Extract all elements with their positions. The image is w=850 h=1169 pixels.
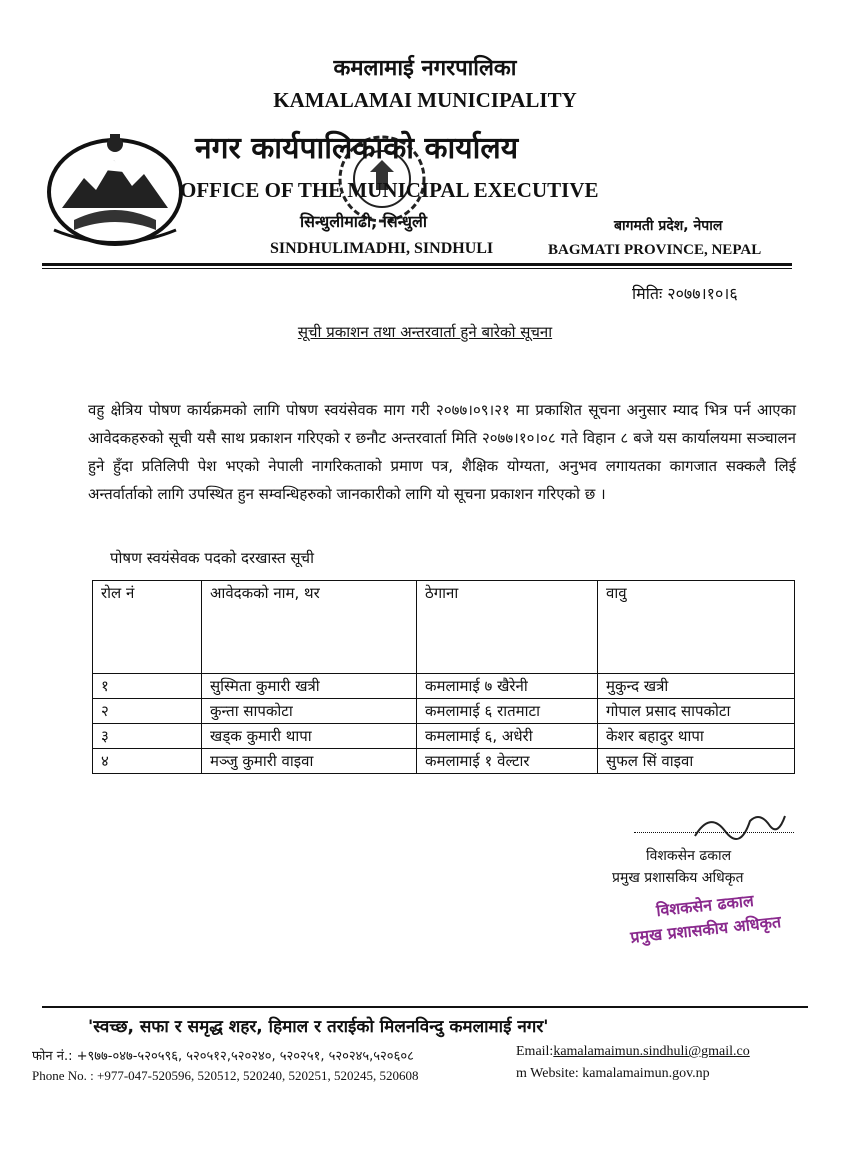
cell-applicant-name: सुस्मिता कुमारी खत्री: [202, 674, 417, 699]
cell-roll-no: २: [93, 699, 202, 724]
cell-roll-no: ४: [93, 749, 202, 774]
table-row: [93, 724, 795, 749]
cell-applicant-name: कुन्ता सापकोटा: [202, 699, 417, 724]
email-label: Email:: [516, 1044, 554, 1059]
footer-slogan: 'स्वच्छ, सफा र समृद्ध शहर, हिमाल र तराईको मिलनविन्दु कमलामाई नगर': [88, 1017, 549, 1037]
cell-father: गोपाल प्रसाद सापकोटा: [598, 699, 795, 724]
cell-father: सुफल सिं वाइवा: [598, 749, 795, 774]
table-header-row: [93, 581, 795, 674]
notice-subject-text: सूची प्रकाशन तथा अन्तरवार्ता हुने बारेको सूचना: [297, 323, 553, 341]
phone-numbers-np: फोन नं.: +९७७-०४७-५२०५९६, ५२०५१२,५२०२४०, ५२०२५१, ५२०२४५,५२०६०८: [32, 1049, 414, 1064]
email-link[interactable]: kamalamaimun.sindhuli@gmail.co: [553, 1044, 750, 1059]
cell-address: कमलामाई ६, अधेरी: [417, 724, 598, 749]
signature-scribble: [690, 806, 790, 846]
cell-address: कमलामाई ७ खैरेनी: [417, 674, 598, 699]
cell-applicant-name: मञ्जु कुमारी वाइवा: [202, 749, 417, 774]
signatory-title: प्रमुख प्रशासकिय अधिकृत: [612, 870, 744, 886]
footer-divider: [42, 1006, 808, 1008]
signature-line: [634, 832, 794, 833]
notice-body-paragraph: वहु क्षेत्रिय पोषण कार्यक्रमको लागि पोषण स्वयंसेवक माग गरी २०७७।०९।२१ मा प्रकाशित सूचना अनुसार म्याद भित्र पर्न आएका आवेदकहरुको सूची यसै साथ प्रकाशन गरिएको र छनौट अन्तरवार्ता मिति २०७७।१०।०८ गते विहान ८ बजे यस कार्यालयमा सञ्चालन हुने हुँदा प्रतिलिपी पेश भएको नेपाली नागरिकताको प्रमाण पत्र, शैक्षिक योग्यता, अनुभव लगायतका कागजात सक्कलै लिई अन्तर्वार्ताको लागि उपस्थित हुन सम्वन्धिहरुको जानकारीको लागि यो सूचना प्रकाशन गरिएको छ ।: [88, 401, 796, 503]
office-name-en: OFFICE OF THE MUNICIPAL EXECUTIVE: [180, 178, 599, 202]
address-np: सिन्धुलीमाढी, सिन्धुली: [300, 212, 427, 231]
nepal-emblem-icon: [44, 130, 186, 250]
table-row: [93, 699, 795, 724]
website-link[interactable]: kamalamaimun.gov.np: [582, 1066, 710, 1081]
notice-date: मितिः २०७७।१०।६: [632, 284, 738, 303]
cell-address: कमलामाई ६ रातमाटा: [417, 699, 598, 724]
phone-numbers-en: Phone No. : +977-047-520596, 520512, 520240, 520251, 520245, 520608: [32, 1068, 419, 1083]
cell-father: मुकुन्द खत्री: [598, 674, 795, 699]
applicant-table: [92, 580, 795, 774]
header-address: ठेगाना: [417, 581, 598, 674]
municipality-name-np: कमलामाई नगरपालिका: [333, 56, 517, 81]
address-en: SINDHULIMADHI, SINDHULI: [270, 240, 494, 257]
footer-email: [516, 1044, 750, 1060]
stamp-name: विशकसेन ढकाल: [655, 890, 755, 921]
table-row: [93, 749, 795, 774]
cell-father: केशर बहादुर थापा: [598, 724, 795, 749]
header-divider-thin: [42, 268, 792, 269]
province-np: बागमती प्रदेश, नेपाल: [614, 218, 723, 234]
stamp-title: प्रमुख प्रशासकीय अधिकृत: [629, 912, 782, 947]
cell-address: कमलामाई १ वेल्टार: [417, 749, 598, 774]
municipality-name-en: KAMALAMAI MUNICIPALITY: [273, 88, 577, 112]
header-father: वावु: [598, 581, 795, 674]
cell-applicant-name: खड्क कुमारी थापा: [202, 724, 417, 749]
province-en: BAGMATI PROVINCE, NEPAL: [548, 242, 762, 258]
header-roll-no: रोल नं: [93, 581, 202, 674]
footer-website: [516, 1066, 710, 1082]
notice-body: [88, 396, 796, 508]
list-title: पोषण स्वयंसेवक पदको दरखास्त सूची: [110, 549, 314, 567]
notice-subject: [0, 322, 850, 342]
header-divider: [42, 263, 792, 266]
website-label: m Website:: [516, 1066, 579, 1081]
cell-roll-no: १: [93, 674, 202, 699]
table-row: [93, 674, 795, 699]
cell-roll-no: ३: [93, 724, 202, 749]
signatory-name: विशकसेन ढकाल: [646, 848, 732, 864]
office-name-np: नगर कार्यपालिकाको कार्यालय: [195, 131, 519, 166]
header-applicant-name: आवेदकको नाम, थर: [202, 581, 417, 674]
